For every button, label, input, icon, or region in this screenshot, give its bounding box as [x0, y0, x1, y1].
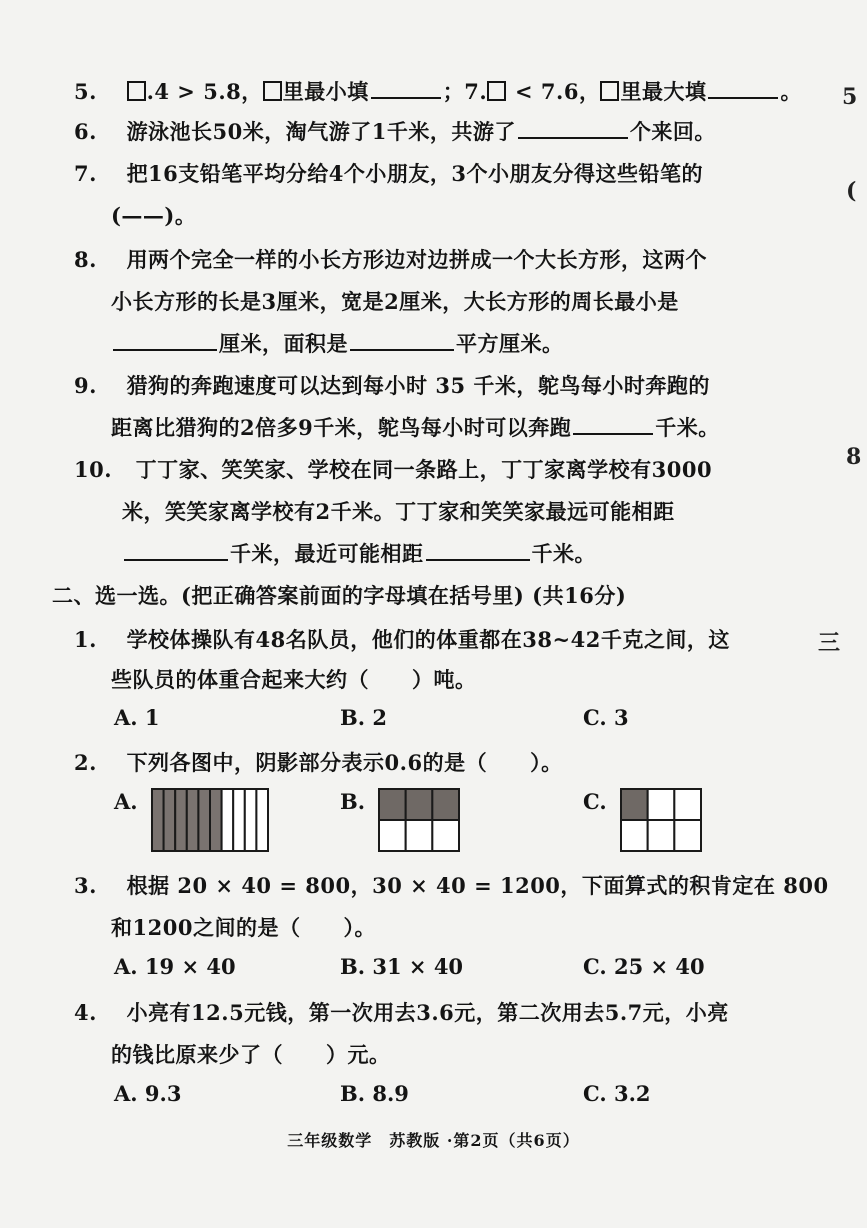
shaded-cell [621, 789, 648, 820]
question-10-line2: 米，笑笑家离学校有2千米。丁丁家和笑笑家最远可能相距 [122, 499, 675, 524]
empty-cell [621, 820, 648, 851]
shaded-strip [198, 789, 210, 851]
answer-blank[interactable] [708, 79, 778, 99]
question-number: 7. [74, 161, 97, 186]
empty-strip [222, 789, 234, 851]
option-b[interactable]: B. 8.9 [340, 1081, 409, 1106]
empty-strip [233, 789, 245, 851]
figure-label-a[interactable]: A. [114, 789, 138, 814]
choice-question-3: 3. 根据 20 × 40 = 800，30 × 40 = 1200，下面算式的积肯定在 800 [74, 873, 829, 898]
shaded-cell [379, 789, 406, 820]
question-number: 2. [74, 750, 97, 775]
margin-mark: 8 [846, 444, 862, 470]
question-number: 1. [74, 627, 97, 652]
answer-box[interactable] [263, 81, 282, 101]
figure-a-strips [151, 788, 269, 852]
figure-c-grid [620, 788, 702, 852]
question-6: 6. 游泳池长50米，淘气游了1千米，共游了 个来回。 [74, 119, 716, 144]
option-b[interactable]: B. 31 × 40 [340, 954, 464, 979]
answer-blank[interactable] [573, 415, 653, 435]
option-c[interactable]: C. 3 [583, 705, 629, 730]
question-number: 4. [74, 1000, 97, 1025]
shaded-cell [406, 789, 433, 820]
empty-strip [256, 789, 268, 851]
empty-cell [648, 789, 675, 820]
answer-blank[interactable] [350, 331, 454, 351]
answer-blank[interactable] [124, 541, 228, 561]
empty-strip [245, 789, 257, 851]
question-number: 9. [74, 373, 97, 398]
shaded-strip [187, 789, 199, 851]
choice-question-2: 2. 下列各图中，阴影部分表示0.6的是（ ）。 [74, 750, 563, 775]
answer-blank[interactable] [113, 331, 217, 351]
question-number: 10. [74, 457, 113, 482]
answer-box[interactable] [600, 81, 619, 101]
margin-mark: 5 [842, 84, 858, 110]
shaded-strip [210, 789, 222, 851]
answer-blank[interactable] [518, 119, 628, 139]
choice-question-4-line2: 的钱比原来少了（ ）元。 [111, 1042, 391, 1067]
section-2-title: 二、选一选。(把正确答案前面的字母填在括号里) (共16分) [52, 583, 627, 608]
empty-cell [406, 820, 433, 851]
question-7: 7. 把16支铅笔平均分给4个小朋友，3个小朋友分得这些铅笔的 [74, 161, 704, 186]
figure-b-grid [378, 788, 460, 852]
option-c[interactable]: C. 3.2 [583, 1081, 651, 1106]
answer-blank[interactable] [371, 79, 441, 99]
question-10: 10. 丁丁家、笑笑家、学校在同一条路上，丁丁家离学校有3000 [74, 457, 713, 482]
question-number: 6. [74, 119, 97, 144]
question-8-line2: 小长方形的长是3厘米，宽是2厘米，大长方形的周长最小是 [111, 289, 679, 314]
option-c[interactable]: C. 25 × 40 [583, 954, 705, 979]
choice-question-4: 4. 小亮有12.5元钱，第一次用去3.6元，第二次用去5.7元，小亮 [74, 1000, 729, 1025]
shaded-cell [432, 789, 459, 820]
option-a[interactable]: A. 19 × 40 [114, 954, 236, 979]
empty-cell [674, 789, 701, 820]
shaded-strip [152, 789, 164, 851]
question-number: 3. [74, 873, 97, 898]
question-10-line3: 千米，最近可能相距 千米。 [122, 538, 596, 568]
choice-question-1: 1. 学校体操队有48名队员，他们的体重都在38~42千克之间，这 [74, 627, 730, 652]
figure-label-b[interactable]: B. [340, 789, 366, 814]
answer-blank[interactable] [426, 541, 530, 561]
option-b[interactable]: B. 2 [340, 705, 387, 730]
empty-cell [432, 820, 459, 851]
margin-mark: ( [846, 178, 857, 204]
question-9-line2: 距离比猎狗的2倍多9千米，鸵鸟每小时可以奔跑 千米。 [111, 415, 720, 440]
question-8-line3: 厘米，面积是 平方厘米。 [111, 328, 564, 358]
question-number: 8. [74, 247, 97, 272]
question-number: 5. [74, 79, 97, 104]
answer-box[interactable] [127, 81, 146, 101]
question-9: 9. 猎狗的奔跑速度可以达到每小时 35 千米，鸵鸟每小时奔跑的 [74, 373, 710, 398]
empty-cell [648, 820, 675, 851]
margin-mark: 三 [818, 630, 841, 656]
option-a[interactable]: A. 9.3 [114, 1081, 182, 1106]
choice-question-3-line2: 和1200之间的是（ ）。 [111, 915, 376, 940]
figure-label-c[interactable]: C. [583, 789, 607, 814]
question-8: 8. 用两个完全一样的小长方形边对边拼成一个大长方形，这两个 [74, 247, 708, 272]
answer-box[interactable] [487, 81, 506, 101]
choice-question-1-line2: 些队员的体重合起来大约（ ）吨。 [111, 667, 477, 692]
shaded-strip [164, 789, 176, 851]
question-7-line2: (——)。 [111, 203, 197, 228]
page-footer: 三年级数学 苏教版 ·第2页（共6页） [287, 1131, 580, 1150]
empty-cell [674, 820, 701, 851]
question-5: 5. .4 > 5.8， 里最小填 ；7. < 7.6， 里最大填 。 [74, 79, 802, 104]
shaded-strip [175, 789, 187, 851]
option-a[interactable]: A. 1 [114, 705, 160, 730]
empty-cell [379, 820, 406, 851]
